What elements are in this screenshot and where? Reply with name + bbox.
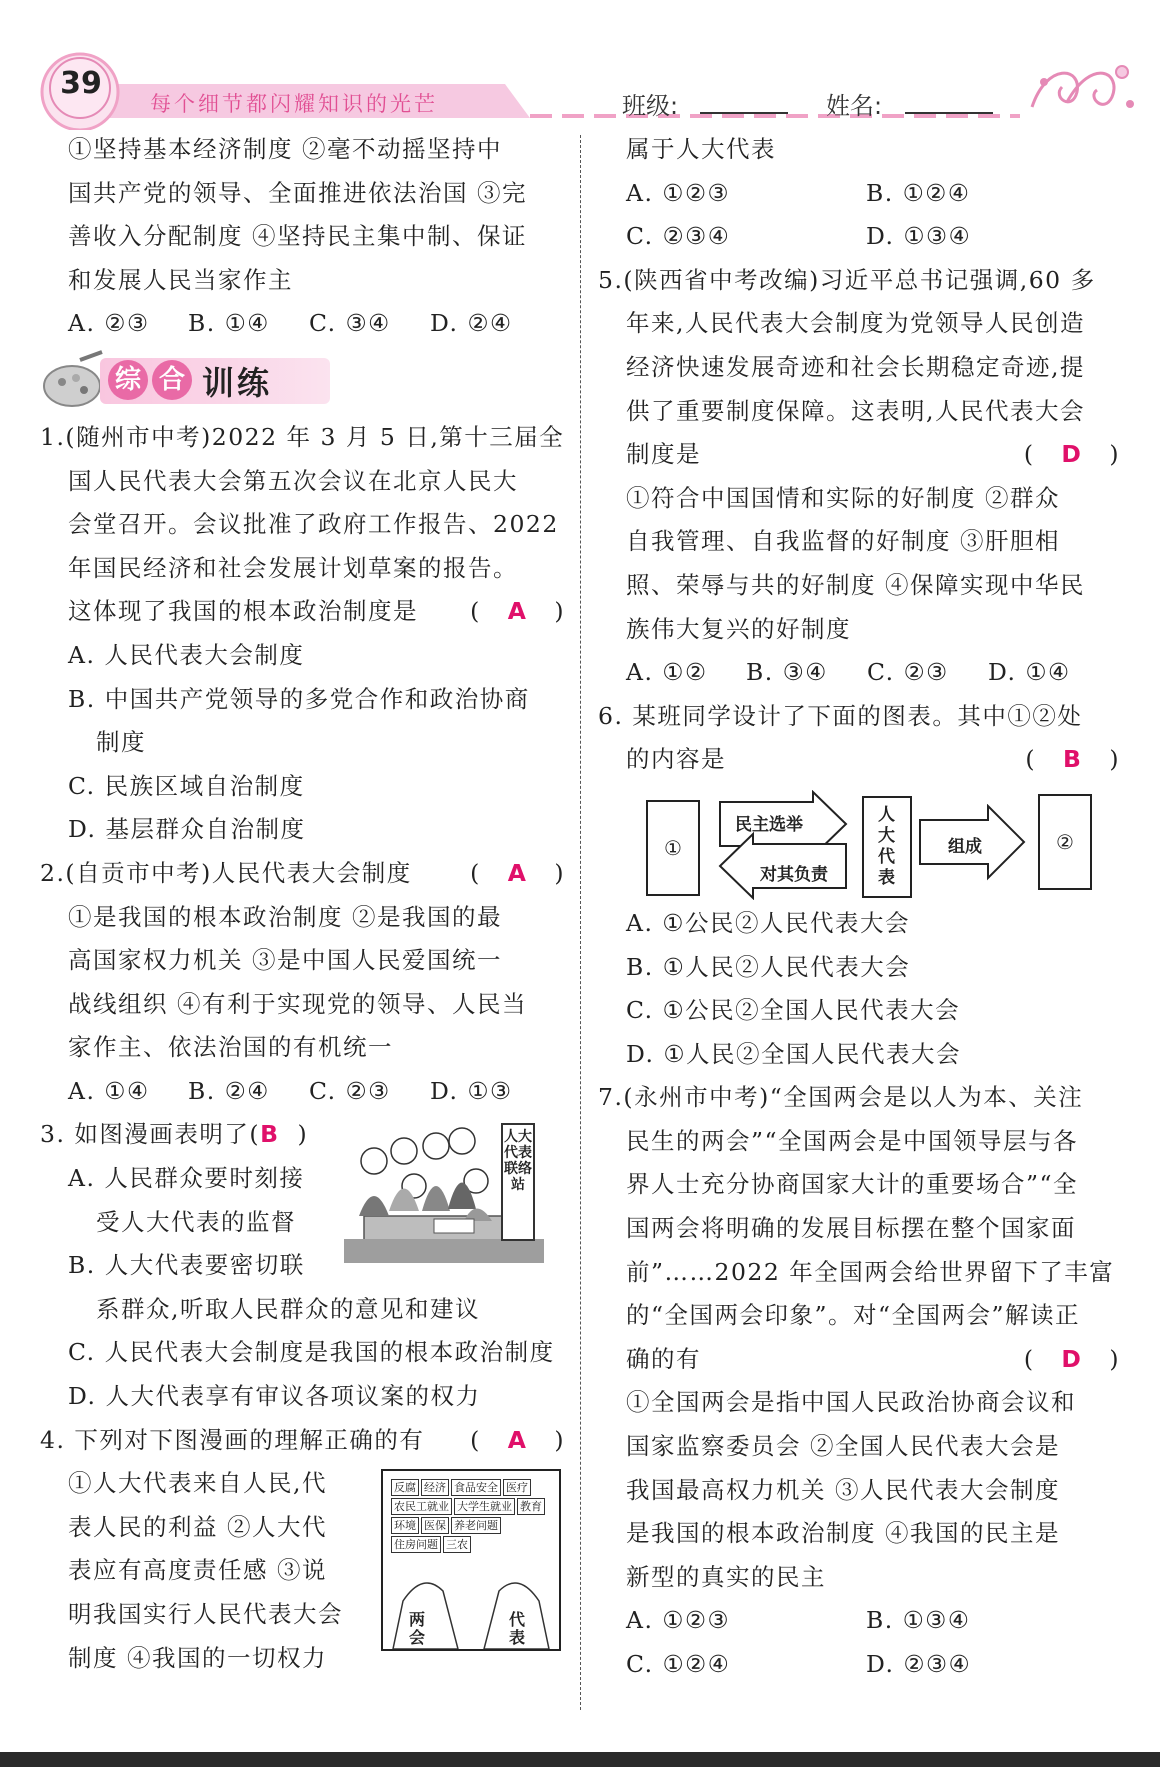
middle-label: 人大代表 xyxy=(878,804,895,888)
stem-text: 的内容是 xyxy=(626,745,726,774)
diagram-box-middle xyxy=(862,796,912,898)
cartoon-label: 养老问题 xyxy=(451,1517,501,1534)
question-5-item: 族伟大复兴的好制度 xyxy=(626,614,851,643)
answer-slot: ( A ) xyxy=(470,1425,565,1454)
question-6-line: 6. 某班同学设计了下面的图表。其中①②处 xyxy=(598,701,1083,730)
cartoon-label-daibiao: 代表 xyxy=(509,1609,526,1647)
answer-slot: ( B ) xyxy=(1025,745,1120,774)
option: A. ①②③ xyxy=(626,1606,731,1635)
question-2-stem xyxy=(40,852,565,896)
option: A. 人民群众要时刻接 xyxy=(68,1164,305,1193)
option: D. ②③④ xyxy=(866,1650,972,1678)
question-1-line: 1.(随州市中考)2022 年 3 月 5 日,第十三届全 xyxy=(40,422,565,451)
stem-text: 这体现了我国的根本政治制度是 xyxy=(68,597,418,626)
option: D. 人大代表享有审议各项议案的权力 xyxy=(68,1382,481,1411)
cartoon-label: 医疗 xyxy=(503,1479,531,1496)
answer-slot: ( D ) xyxy=(1023,1344,1120,1373)
question-5-line: 5.(陕西省中考改编)习近平总书记强调,60 多 xyxy=(598,265,1096,294)
question-7-line: 民生的两会”“全国两会是中国领导层与各 xyxy=(626,1126,1079,1155)
option: A. ②③ xyxy=(68,309,150,338)
class-field[interactable] xyxy=(700,112,788,114)
option: B. ③④ xyxy=(746,658,828,687)
options-row xyxy=(40,302,565,346)
flow-diagram xyxy=(598,782,1120,902)
section-title: 训练 xyxy=(202,363,273,402)
cartoon-label: 反腐 xyxy=(391,1479,419,1496)
question-4-line: 表人民的利益 ②人大代 xyxy=(68,1512,327,1541)
options-row xyxy=(598,651,1120,695)
stem-end: ) xyxy=(297,1120,309,1149)
option: A. ①② xyxy=(626,658,708,687)
section-heading xyxy=(40,346,565,416)
arrow-label-election: 民主选举 xyxy=(735,814,803,835)
option: C. ②③ xyxy=(309,1076,391,1105)
option: D. ①③④ xyxy=(866,222,972,251)
text-line: 和发展人民当家作主 xyxy=(68,265,293,294)
question-2-line: 战线组织 ④有利于实现党的领导、人民当 xyxy=(68,989,527,1018)
answer-7: D xyxy=(1061,1344,1083,1373)
answer-slot: ( D ) xyxy=(1023,440,1120,469)
cartoon-label-cloud xyxy=(391,1479,551,1553)
stem-text: 2.(自贡市中考)人民代表大会制度 xyxy=(40,858,412,887)
class-label: 班级: xyxy=(622,92,679,120)
question-5-line xyxy=(598,433,1120,477)
answer-6: B xyxy=(1063,745,1083,774)
arrow-label-compose: 组成 xyxy=(948,836,982,857)
cartoon-label: 医保 xyxy=(421,1517,449,1534)
question-7-item: 是我国的根本政治制度 ④我国的民主是 xyxy=(626,1519,1060,1548)
cartoon-label: 环境 xyxy=(391,1517,419,1534)
diagram-box-2 xyxy=(1038,794,1092,890)
cartoon-label: 教育 xyxy=(517,1498,545,1515)
option: C. 人民代表大会制度是我国的根本政治制度 xyxy=(68,1338,555,1367)
bottom-bar xyxy=(0,1752,1160,1767)
options-row xyxy=(598,172,1120,216)
option: C. ①公民②全国人民代表大会 xyxy=(626,996,961,1025)
question-4-line: 明我国实行人民代表大会 xyxy=(68,1600,343,1628)
question-5-line: 经济快速发展奇迹和社会长期稳定奇迹,提 xyxy=(626,352,1085,381)
question-7-line: 7.(永州市中考)“全国两会是以人为本、关注 xyxy=(598,1083,1084,1112)
option: B. ②④ xyxy=(188,1076,270,1105)
text-line: ①坚持基本经济制度 ②毫不动摇坚持中 xyxy=(68,135,502,163)
text-line: 国共产党的领导、全面推进依法治国 ③完 xyxy=(68,178,527,207)
option: B. ①②④ xyxy=(866,178,971,207)
diagram-box-1 xyxy=(646,800,700,896)
option: B. ①③④ xyxy=(866,1606,971,1635)
page-header xyxy=(0,0,1160,130)
cartoon-liaison-station xyxy=(344,1121,554,1263)
cartoon-label: 经济 xyxy=(421,1479,449,1496)
options-row xyxy=(598,1643,1120,1687)
question-7-item: 我国最高权力机关 ③人民代表大会制度 xyxy=(626,1475,1060,1504)
answer-5: D xyxy=(1061,440,1083,469)
option: A. ①④ xyxy=(68,1076,150,1105)
answer-1: A xyxy=(507,597,528,626)
text-line: 属于人大代表 xyxy=(626,135,776,163)
option: D. ①人民②全国人民代表大会 xyxy=(626,1039,962,1068)
cartoon-label: 住房问题 xyxy=(391,1536,441,1553)
question-7-line: 国两会将明确的发展目标摆在整个国家面 xyxy=(626,1214,1076,1243)
cartoon-sign xyxy=(501,1123,535,1241)
cartoon-label: 三农 xyxy=(443,1536,471,1553)
options-row xyxy=(598,215,1120,259)
left-column xyxy=(40,128,565,1680)
option: 制度 xyxy=(96,728,146,757)
box-1-label: ① xyxy=(664,835,682,860)
option: D. 基层群众自治制度 xyxy=(68,815,306,844)
question-4-stem xyxy=(40,1419,565,1463)
flower-ornament-icon xyxy=(1022,52,1142,127)
question-4-line: 制度 ④我国的一切权力 xyxy=(68,1643,327,1672)
cartoon-label-lianghui: 两会 xyxy=(409,1609,426,1647)
question-7-item: ①全国两会是指中国人民政治协商会议和 xyxy=(626,1388,1076,1417)
answer-3: B xyxy=(260,1120,280,1149)
option: B. ①④ xyxy=(188,309,270,338)
cartoon-label: 食品安全 xyxy=(451,1479,501,1496)
question-5-line: 供了重要制度保障。这表明,人民代表大会 xyxy=(626,396,1085,425)
section-char-2: 合 xyxy=(152,360,192,400)
options-row xyxy=(40,1070,565,1114)
options-row xyxy=(598,1599,1120,1643)
name-field[interactable] xyxy=(905,112,993,114)
answer-slot: ( A ) xyxy=(470,858,565,887)
stem-text: 4. 下列对下图漫画的理解正确的有 xyxy=(40,1425,425,1454)
option: C. 民族区域自治制度 xyxy=(68,771,305,800)
question-4 xyxy=(40,1419,565,1681)
sign-text: 人大代表联络站 xyxy=(504,1129,532,1194)
stem-text: 制度是 xyxy=(626,440,701,469)
header-slogan: 每个细节都闪耀知识的光芒 xyxy=(150,92,438,116)
name-label: 姓名: xyxy=(826,92,883,120)
section-char-1: 综 xyxy=(108,360,148,400)
question-1-line: 国人民代表大会第五次会议在北京人民大 xyxy=(68,466,518,495)
option: B. 人大代表要密切联 xyxy=(68,1251,305,1280)
stem-text: 确的有 xyxy=(626,1344,701,1373)
option: D. ①③ xyxy=(430,1076,513,1105)
question-3 xyxy=(40,1113,565,1418)
option: 系群众,听取人民群众的意见和建议 xyxy=(96,1294,480,1323)
arrow-label-responsible: 对其负责 xyxy=(760,864,828,885)
option: C. ③④ xyxy=(309,309,391,338)
question-4-line: 表应有高度责任感 ③说 xyxy=(68,1556,327,1585)
right-column xyxy=(598,128,1120,1687)
answer-2: A xyxy=(507,858,528,887)
question-7-item: 新型的真实的民主 xyxy=(626,1562,826,1591)
question-5-item: 自我管理、自我监督的好制度 ③肝胆相 xyxy=(626,527,1060,556)
question-2-line: 家作主、依法治国的有机统一 xyxy=(68,1033,393,1062)
question-7-line: 前”……2022 年全国两会给世界留下了丰富 xyxy=(626,1257,1115,1286)
option: A. ①公民②人民代表大会 xyxy=(626,908,910,937)
question-5-item: ①符合中国国情和实际的好制度 ②群众 xyxy=(626,483,1060,512)
question-7-item: 国家监察委员会 ②全国人民代表大会是 xyxy=(626,1432,1060,1461)
answer-4: A xyxy=(507,1425,528,1454)
column-divider xyxy=(580,135,581,1710)
question-4-line: ①人大代表来自人民,代 xyxy=(68,1469,327,1498)
question-1-line xyxy=(40,590,565,634)
question-5-line: 年来,人民代表大会制度为党领导人民创造 xyxy=(626,309,1085,338)
answer-slot: ( A ) xyxy=(470,597,565,626)
option: B. ①人民②人民代表大会 xyxy=(626,952,911,981)
option: B. 中国共产党领导的多党合作和政治协商 xyxy=(68,684,530,713)
page-number: 39 xyxy=(60,66,102,101)
option: C. ①②④ xyxy=(626,1650,731,1678)
option: A. ①②③ xyxy=(626,178,731,207)
question-1-line: 年国民经济和社会发展计划草案的报告。 xyxy=(68,553,518,582)
question-7-line xyxy=(598,1338,1120,1382)
question-2-line: ①是我国的根本政治制度 ②是我国的最 xyxy=(68,902,502,931)
option: 受人大代表的监督 xyxy=(96,1207,296,1236)
option: A. 人民代表大会制度 xyxy=(68,640,305,669)
text-line: 善收入分配制度 ④坚持民主集中制、保证 xyxy=(68,222,527,251)
option: D. ①④ xyxy=(988,658,1071,687)
option: C. ②③④ xyxy=(626,222,731,251)
question-2-line: 高国家权力机关 ③是中国人民爱国统一 xyxy=(68,946,502,975)
stem-text: 3. 如图漫画表明了( xyxy=(40,1120,261,1149)
option: D. ②④ xyxy=(430,309,513,338)
cartoon-two-sessions xyxy=(381,1469,561,1651)
cartoon-label: 大学生就业 xyxy=(454,1498,515,1515)
box-2-label: ② xyxy=(1056,829,1074,854)
question-7-line: 界人士充分协商国家大计的重要场合”“全 xyxy=(626,1170,1079,1199)
question-7-line: 的“全国两会印象”。对“全国两会”解读正 xyxy=(626,1301,1081,1330)
option: C. ②③ xyxy=(867,658,949,687)
question-6-line xyxy=(598,738,1120,782)
question-5-item: 照、荣辱与共的好制度 ④保障实现中华民 xyxy=(626,570,1085,599)
question-1-line: 会堂召开。会议批准了政府工作报告、2022 xyxy=(68,510,559,539)
cartoon-label: 农民工就业 xyxy=(391,1498,452,1515)
